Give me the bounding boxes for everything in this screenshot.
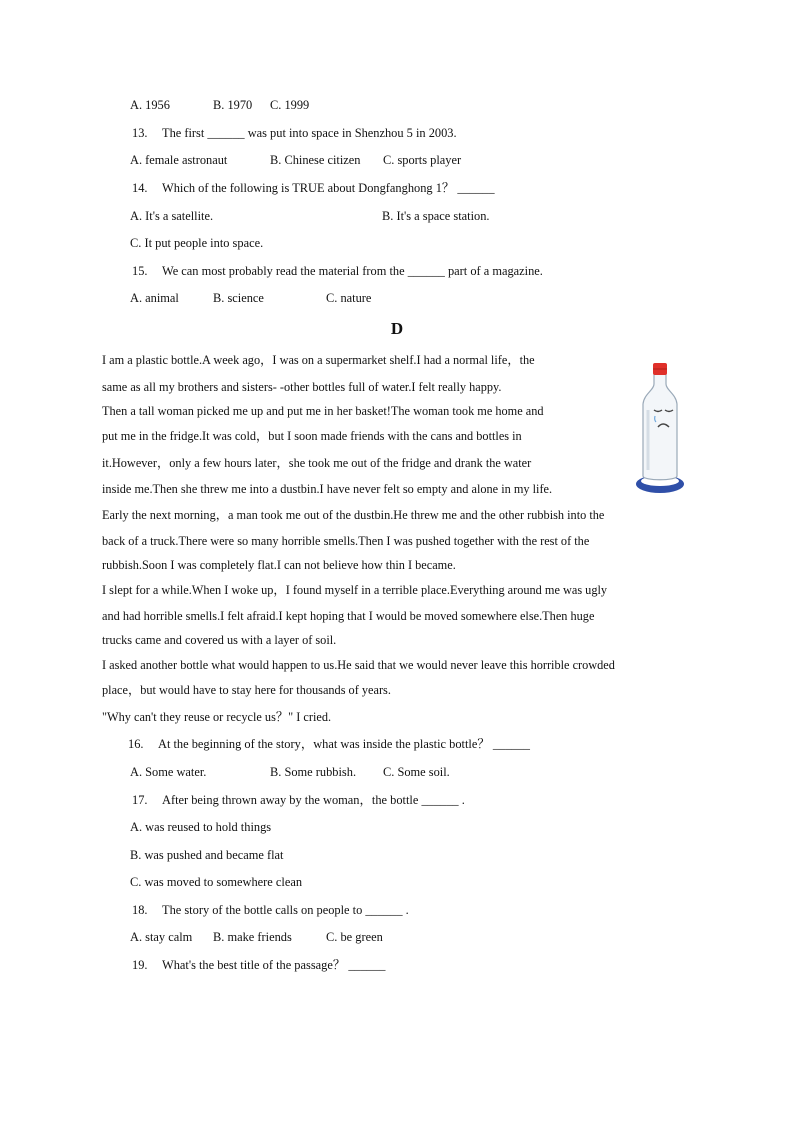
q19-question <box>132 957 386 973</box>
passage-line: back of a truck.There were so many horrible smells.Then I was pushed together with the rest of the <box>102 534 590 548</box>
sad-plastic-bottle-icon <box>632 360 688 496</box>
passage-line: inside me.Then she threw me into a dustbin.I have never felt so empty and alone in my life. <box>102 482 553 496</box>
q17-question <box>132 792 465 808</box>
q14-option-c: C. It put people into space. <box>130 236 264 250</box>
q17-option-b: B. was pushed and became flat <box>130 848 284 862</box>
q15-number: 15. <box>132 264 148 278</box>
passage-line: Then a tall woman picked me up and put me in her basket!The woman took me home and <box>102 404 544 418</box>
q12-option-c: C. 1999 <box>270 98 310 112</box>
passage-line: trucks came and covered us with a layer of soil. <box>102 633 337 647</box>
q17-option-c: C. was moved to somewhere clean <box>130 875 303 889</box>
q13-option-c: C. sports player <box>383 153 462 167</box>
section-d-heading: D <box>390 319 404 338</box>
passage-line: I am a plastic bottle.A week ago，I was on a supermarket shelf.I had a normal life，the <box>102 353 535 367</box>
passage-line: rubbish.Soon I was completely flat.I can not believe how thin I became. <box>102 558 456 572</box>
q13-option-b: B. Chinese citizen <box>270 153 361 167</box>
q18-question <box>132 902 409 918</box>
q19-number: 19. <box>132 958 148 972</box>
q15-option-c: C. nature <box>326 291 372 305</box>
passage-line: put me in the fridge.It was cold，but I soon made friends with the cans and bottles in <box>102 429 522 443</box>
q13-text: The first ______ was put into space in Shenzhou 5 in 2003. <box>162 126 457 140</box>
q16-option-a: A. Some water. <box>130 765 207 779</box>
q14-number: 14. <box>132 181 148 195</box>
q17-number: 17. <box>132 793 148 807</box>
q14-text: Which of the following is TRUE about Dongfanghong 1？ ______ <box>162 181 495 195</box>
passage-line: I asked another bottle what would happen to us.He said that we would never leave this horrible crowded <box>102 658 615 672</box>
q16-number: 16. <box>128 737 144 751</box>
q15-text: We can most probably read the material from the ______ part of a magazine. <box>162 264 543 278</box>
q18-text: The story of the bottle calls on people to ______ . <box>162 903 409 917</box>
passage-line: and had horrible smells.I felt afraid.I kept hoping that I would be moved somewhere else.Then huge <box>102 609 595 623</box>
q17-text: After being thrown away by the woman，the bottle ______ . <box>162 793 465 807</box>
q13-option-a: A. female astronaut <box>130 153 228 167</box>
q18-option-c: C. be green <box>326 930 383 944</box>
q16-text: At the beginning of the story，what was inside the plastic bottle？ ______ <box>158 737 531 751</box>
q14-option-a: A. It's a satellite. <box>130 209 214 223</box>
q19-text: What's the best title of the passage？ ______ <box>162 958 386 972</box>
passage-line: "Why can't they reuse or recycle us？" I cried. <box>102 710 332 724</box>
passage-line: place，but would have to stay here for thousands of years. <box>102 683 391 697</box>
q17-option-a: A. was reused to hold things <box>130 820 272 834</box>
q16-option-c: C. Some soil. <box>383 765 450 779</box>
q18-option-b: B. make friends <box>213 930 292 944</box>
q18-option-a: A. stay calm <box>130 930 193 944</box>
q15-option-a: A. animal <box>130 291 179 305</box>
passage-line: it.However，only a few hours later，she took me out of the fridge and drank the water <box>102 456 532 470</box>
passage-line: same as all my brothers and sisters- -other bottles full of water.I felt really happy. <box>102 380 502 394</box>
q14-option-b: B. It's a space station. <box>382 209 490 223</box>
q16-question <box>128 736 530 752</box>
q13-question <box>132 125 457 141</box>
q16-option-b: B. Some rubbish. <box>270 765 357 779</box>
passage-line: Early the next morning，a man took me out of the dustbin.He threw me and the other rubbish into the <box>102 508 605 522</box>
q13-number: 13. <box>132 126 148 140</box>
q12-option-a: A. 1956 <box>130 98 170 112</box>
q15-question <box>132 263 543 279</box>
q18-number: 18. <box>132 903 148 917</box>
passage-line: I slept for a while.When I woke up，I found myself in a terrible place.Everything around me was ugly <box>102 583 608 597</box>
q14-question <box>132 180 495 196</box>
q12-option-b: B. 1970 <box>213 98 253 112</box>
q15-option-b: B. science <box>213 291 264 305</box>
